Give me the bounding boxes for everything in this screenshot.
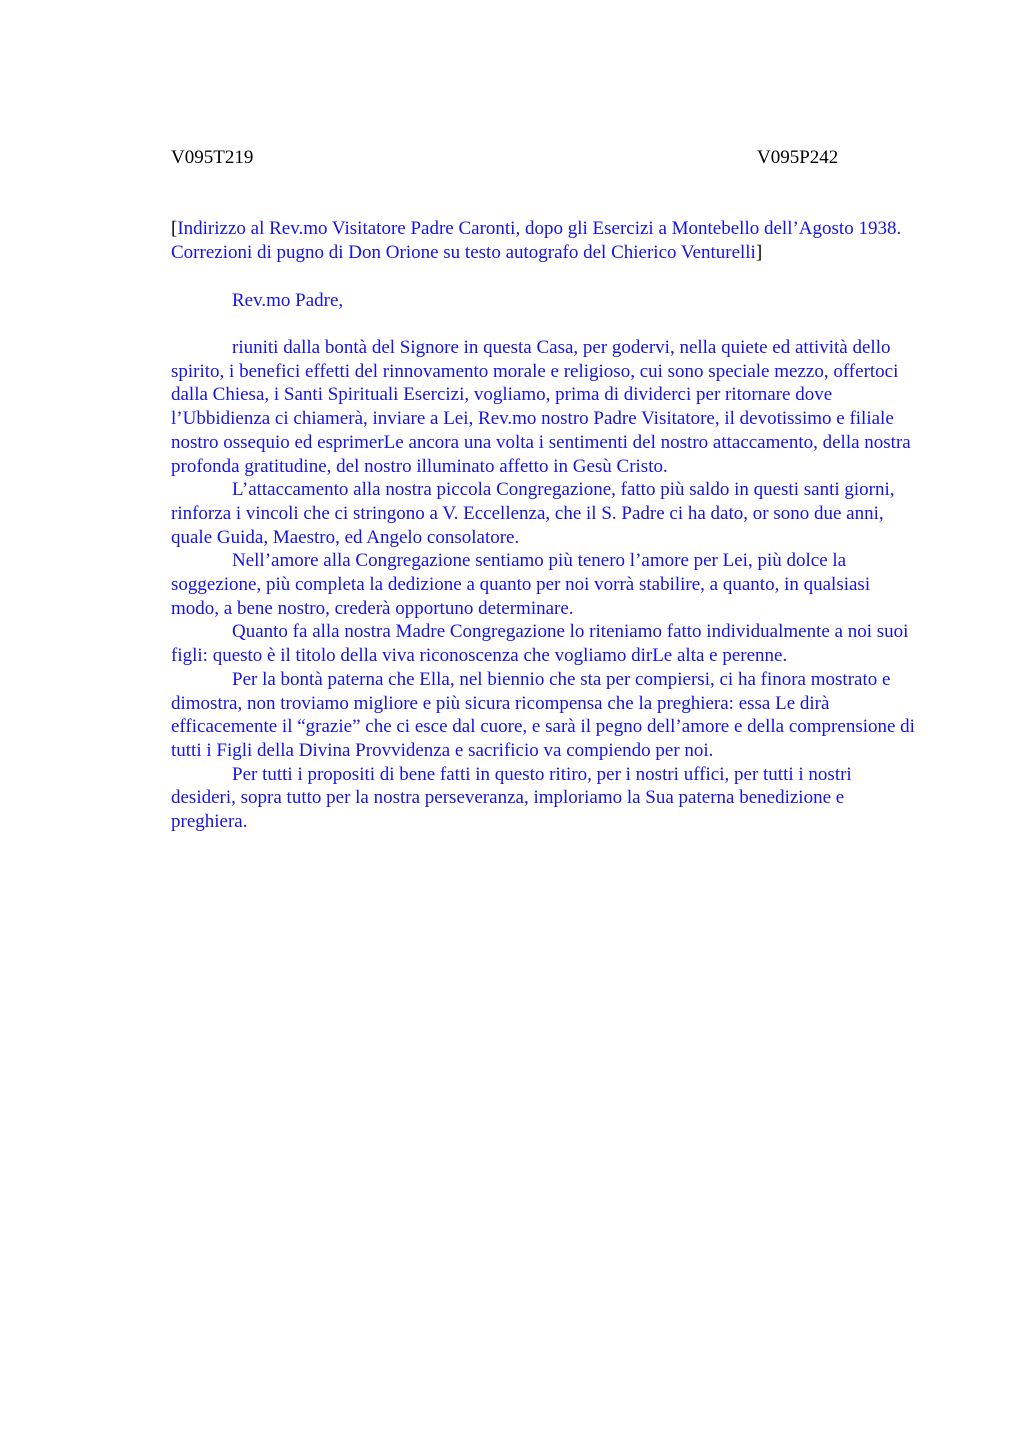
salutation: Rev.mo Padre, (232, 290, 344, 311)
paragraph: Per tutti i propositi di bene fatti in questo ritiro, per i nostri uffici, per tutti i nostri desideri, sopra tutto per la nostra perseveranza, imploriamo la Sua paterna benedizione e preghiera. (171, 763, 852, 833)
title-text: Indirizzo al Rev.mo Visitatore Padre Caronti, dopo gli Esercizi a Montebello dell’Agosto 1938. Correzioni di pugno di Don Orione su testo autografo del Chierico Venturelli (171, 218, 902, 263)
title-close-bracket: ] (755, 241, 763, 263)
document-code-left: V095T219 (171, 147, 254, 168)
paragraph: Nell’amore alla Congregazione sentiamo più tenero l’amore per Lei, più dolce la soggezione, più completa la dedizione a quanto per noi vorrà stabilire, a quanto, in qualsiasi modo, a bene nostro, crederà opportuno determinare. (171, 550, 871, 619)
letter-body (171, 336, 919, 834)
title-open-bracket: [ (171, 218, 178, 239)
paragraph: riuniti dalla bontà del Signore in questa Casa, per godervi, nella quiete ed attività dello spirito, i benefici effetti del rinnovamento morale e religioso, cui sono speciale mezzo, offertoci dalla Chiesa, i Santi Spirituali Esercizi, vogliamo, prima di dividerci per ritornare dove l’Ubbidienza ci chiamerà, inviare a Lei, Rev.mo nostro Padre Visitatore, il devotissimo e filiale nostro ossequio ed esprimerLe ancora una volta i sentimenti del nostro attaccamento, della nostra profonda gratitudine, del nostro illuminato affetto in Gesù Cristo. (171, 337, 911, 477)
paragraph: Per la bontà paterna che Ella, nel biennio che sta per compiersi, ci ha finora mostrato e dimostra, non troviamo migliore e più sicura ricompensa che la preghiera: essa Le dirà efficacemente il “grazie” che ci esce dal cuore, e sarà il pegno dell’amore e della comprensione di tutti i Figli della Divina Provvidenza e sacrificio va compiendo per noi. (171, 668, 915, 761)
document-code-right: V095P242 (757, 147, 839, 168)
document-title (171, 217, 919, 264)
paragraph: Quanto fa alla nostra Madre Congregazione lo riteniamo fatto individualmente a noi suoi figli: questo è il titolo della viva riconoscenza che vogliamo dirLe alta e perenne. (171, 621, 909, 667)
paragraph: L’attaccamento alla nostra piccola Congregazione, fatto più saldo in questi santi giorni, rinforza i vincoli che ci stringono a V. Eccellenza, che il S. Padre ci ha dato, or sono due anni, quale Guida, Maestro, ed Angelo consolatore. (171, 479, 895, 548)
